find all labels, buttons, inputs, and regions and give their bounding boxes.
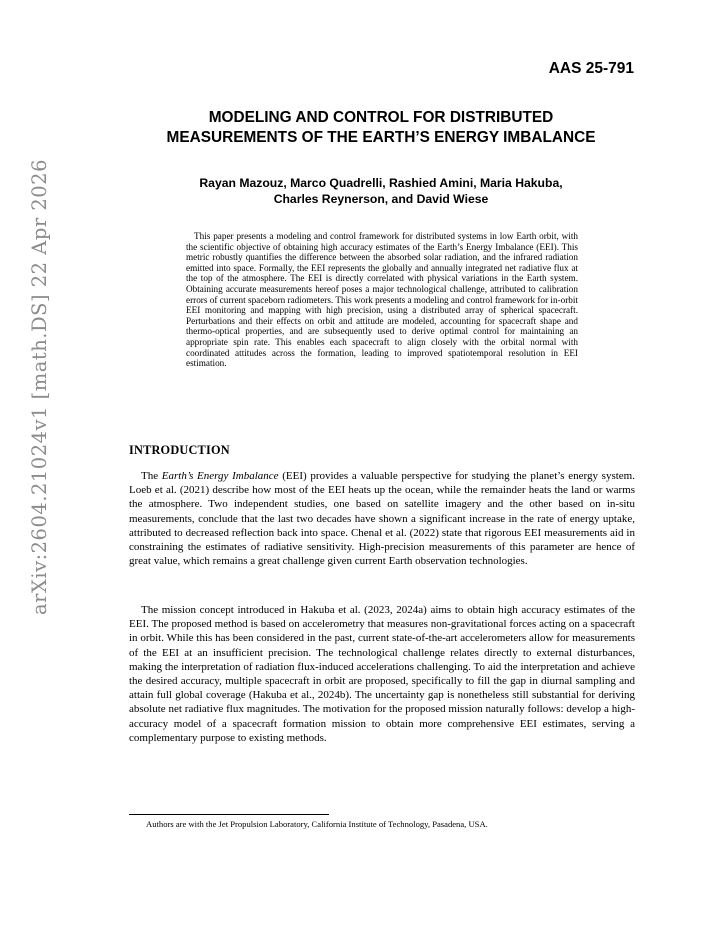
author-line: Charles Reynerson, and David Wiese (273, 192, 489, 206)
author-line: Rayan Mazouz, Marco Quadrelli, Rashied Amini, Maria Hakuba, (199, 176, 563, 190)
introduction-paragraph-1 (129, 469, 635, 568)
footnote-divider (129, 814, 329, 815)
report-number: AAS 25-791 (548, 60, 634, 77)
paragraph-rest: (EEI) provides a valuable perspective for studying the planet’s energy system. Loeb et al. (2021) describe how most of the EEI heats up the ocean, while the remainder heats the land or warms the atmosphere. Two independent studies, one based on satellite imagery and the other based on in-situ measurements, conclude that the last two decades have shown a significant increase in the rate of energy uptake, attributed to decreased reflection back into space. Chenal et al. (2022) state that rigorous EEI measurements aid in constraining the estimates of radiative sensitivity. High-precision measurements of this parameter are hence of great value, which remains a great challenge given current Earth observation technologies. (129, 470, 635, 568)
emphasized-term: Earth’s Energy Imbalance (161, 470, 279, 482)
introduction-paragraph-2: The mission concept introduced in Hakuba et al. (2023, 2024a) aims to obtain high accuracy estimates of the EEI. The proposed method is based on accelerometry that measures non-gravitational forces acting on a spacecraft in orbit. While this has been considered in the past, current state-of-the-art accelerometers allow for measurements of the EEI at an insufficient precision. The technological challenge relates directly to external disturbances, making the interpretation of radiation flux-induced accelerations challenging. To aid the interpretation and achieve the desired accuracy, multiple spacecraft in orbit are proposed, specifically to fill the gap in diurnal sampling and attain full global coverage (Hakuba et al., 2024b). The uncertainty gap is nonetheless still substantial for deriving absolute net radiative flux magnitudes. The motivation for the proposed mission naturally follows: develop a high-accuracy model of a spacecraft formation mission to obtain more comprehensive EEI estimates, serving a complementary purpose to existing methods. (129, 604, 635, 744)
author-list (130, 175, 632, 207)
paragraph-lead: The (141, 470, 162, 482)
abstract: This paper presents a modeling and control framework for distributed systems in low Earth orbit, with the scientific objective of obtaining high accuracy estimates of the Earth’s Energy Imbalance (EEI). This metric robustly quantifies the difference between the absorbed solar radiation, and the infrared radiation emitted into space. Formally, the EEI represents the globally and annually integrated net radiative flux at the top of the atmosphere. The EEI is directly correlated with physical variations in the Earth system. Obtaining accurate measurements hereof poses a major technological challenge, attributed to calibration errors of current spaceborn radiometers. This work presents a modeling and control framework for in-orbit EEI monitoring and mapping with high precision, using a distributed array of spherical spacecraft. Perturbations and their effects on orbit and attitude are modeled, accounting for spacecraft shape and thermo-optical properties, and are subsequently used to derive optimal control for maintaining an appropriate spin rate. This enables each spacecraft to align closely with the orbital normal with coordinated attitudes across the formation, leading to improved spatiotemporal resolution in EEI estimation. (186, 231, 578, 369)
paper-title (130, 108, 632, 148)
arxiv-identifier-text: arXiv:2604.21024v1 [math.DS] 22 Apr 2026 (28, 159, 51, 615)
arxiv-identifier-stamp (18, 159, 62, 615)
title-line: MODELING AND CONTROL FOR DISTRIBUTED (208, 109, 554, 126)
section-heading-introduction: INTRODUCTION (129, 443, 230, 457)
title-line: MEASUREMENTS OF THE EARTH’S ENERGY IMBALANCE (166, 129, 596, 146)
affiliation-footnote: Authors are with the Jet Propulsion Laboratory, California Institute of Technology, Pasadena, USA. (146, 819, 488, 829)
